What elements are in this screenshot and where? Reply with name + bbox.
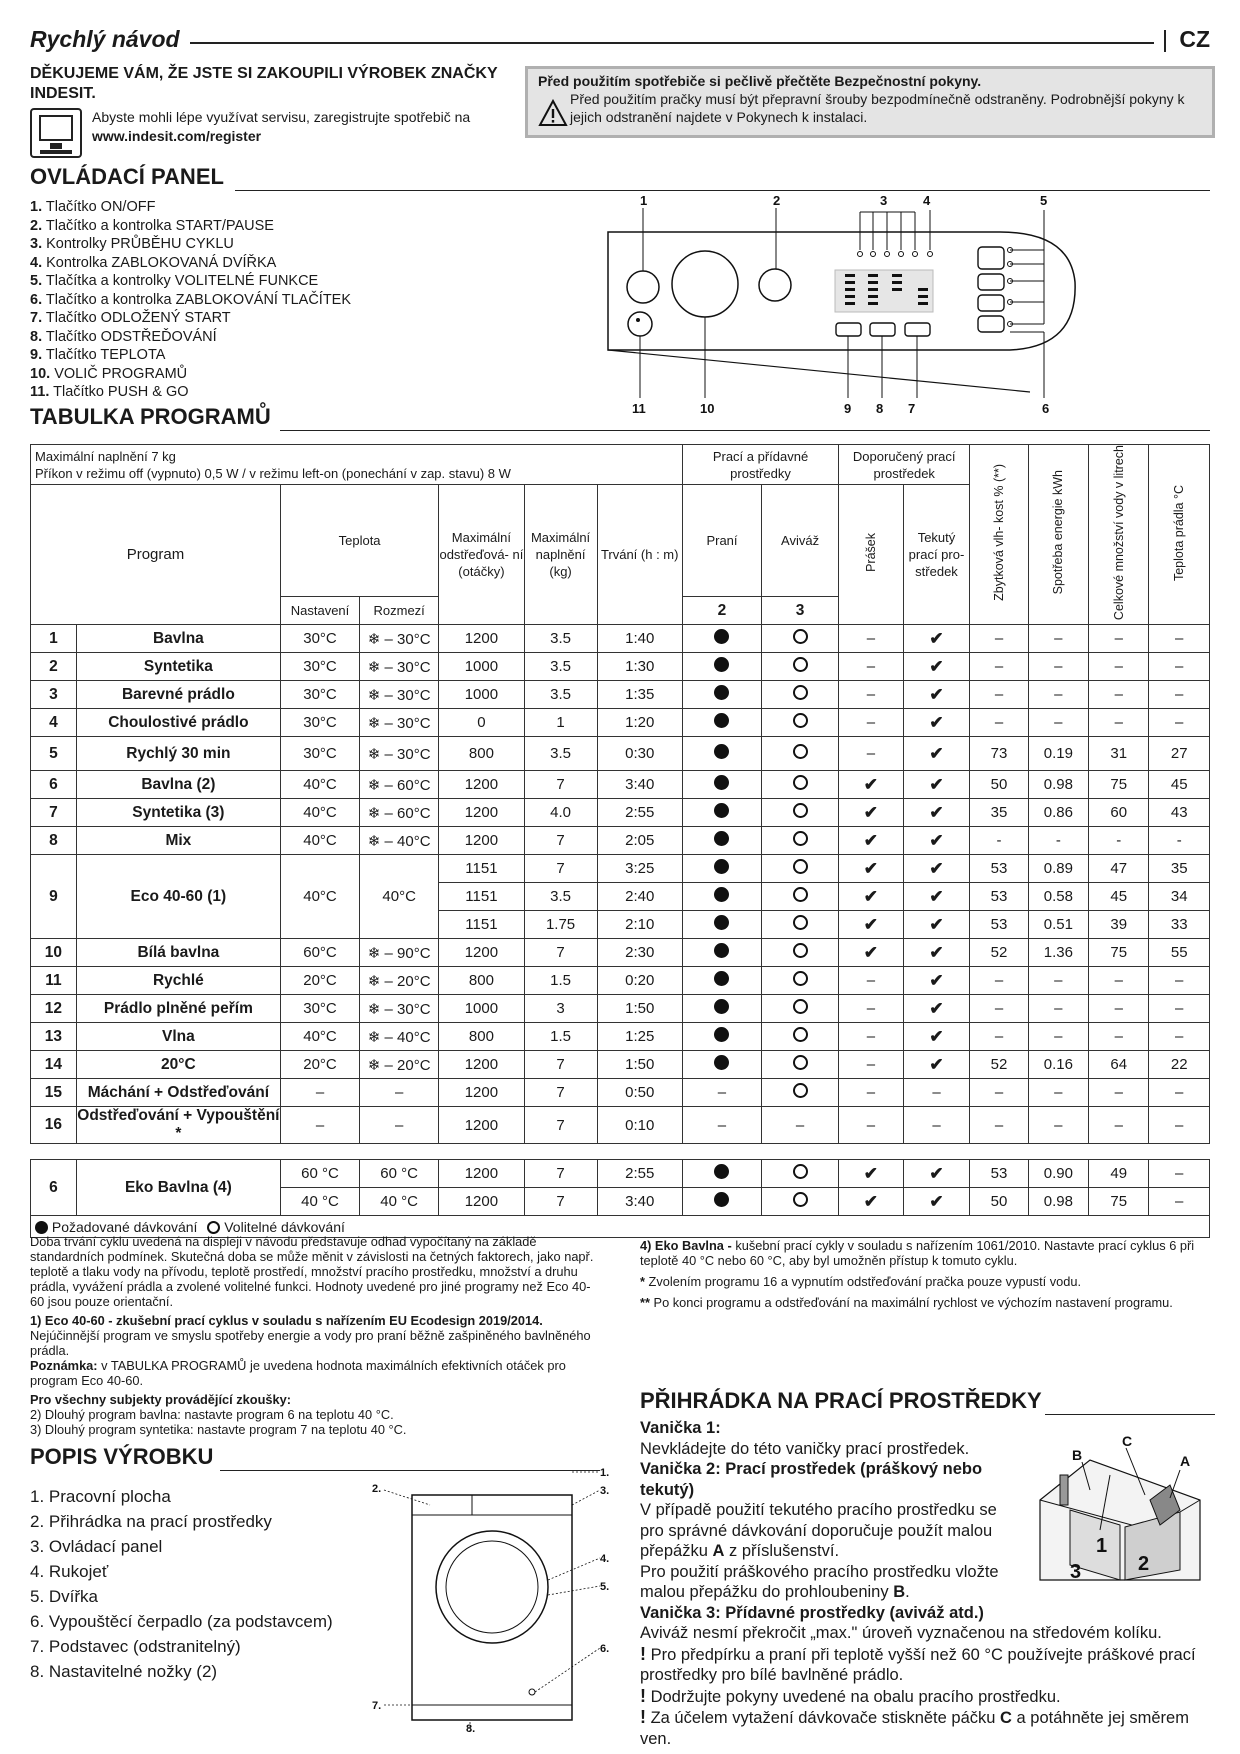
thanks-heading: DĚKUJEME VÁM, ŽE JSTE SI ZAKOUPILI VÝROBEK ZNAČKY INDESIT. xyxy=(30,65,498,102)
check-icon: ✔ xyxy=(929,774,944,794)
optional-dose-icon xyxy=(793,971,808,986)
control-panel-item: 4. Kontrolka ZABLOKOVANÁ DVÍŘKA xyxy=(30,254,277,271)
drawer-label-1: 1 xyxy=(1096,1535,1108,1557)
col-detergents: Prací a přídavné prostředky xyxy=(682,445,838,485)
description-item: 8. Nastavitelné nožky (2) xyxy=(30,1662,218,1681)
check-icon: ✔ xyxy=(929,684,944,704)
program-row: 1151 1.75 2:10 ✔ ✔ 53 0.51 39 33 xyxy=(31,911,1210,939)
tray-1-title: Vanička 1: xyxy=(640,1419,721,1437)
optional-dose-icon xyxy=(793,803,808,818)
program-row: 6 Bavlna (2) 40°C ❄ – 60°C 1200 7 3:40 ✔ ✔ 50 0.98 75 45 xyxy=(31,771,1210,799)
diagram-label-7: 7 xyxy=(908,401,916,416)
required-dose-icon xyxy=(714,1192,729,1207)
col-recommended: Doporučený prací prostředek xyxy=(839,445,970,485)
diagram-label-11: 11 xyxy=(632,401,646,416)
col-wash: Praní xyxy=(682,485,761,597)
program-row: 16 Odstřeďování + Vypouštění * – – 1200 7 0:10 – – – – – – – – xyxy=(31,1107,1210,1144)
required-dose-icon xyxy=(714,859,729,874)
optional-dose-icon xyxy=(207,1221,220,1234)
description-item: 1. Pracovní plocha xyxy=(30,1487,171,1506)
col-max-spin: Maximální odstřeďová- ní (otáčky) xyxy=(439,485,524,625)
check-icon: ✔ xyxy=(929,830,944,850)
diagram-label-1: 1 xyxy=(640,193,648,208)
program-row: 11 Rychlé 20°C ❄ – 20°C 800 1.5 0:20 – ✔ – – – – xyxy=(31,967,1210,995)
program-row: 12 Prádlo plněné peřím 30°C ❄ – 30°C 1000 3 1:50 – ✔ – – – – xyxy=(31,995,1210,1023)
diagram-label-5: 5 xyxy=(1040,193,1048,208)
description-item: 4. Rukojeť xyxy=(30,1562,109,1581)
drawing-label-4: 4. xyxy=(600,1553,610,1565)
register-block xyxy=(30,108,520,156)
safety-heading: Před použitím spotřebiče si pečlivě přečtěte Bezpečnostní pokyny. xyxy=(538,73,982,89)
col-program: Program xyxy=(31,485,281,625)
optional-dose-icon xyxy=(793,657,808,672)
check-icon: ✔ xyxy=(929,712,944,732)
program-row: 40 °C 40 °C 1200 7 3:40 ✔ ✔ 50 0.98 75 – xyxy=(31,1188,1210,1216)
dispenser-drawing xyxy=(1030,1430,1210,1600)
tray-2-powder: Pro použití práškového pracího prostředku vložte malou přepážku do prohloubeniny B. xyxy=(640,1562,999,1601)
check-icon: ✔ xyxy=(929,1163,944,1183)
optional-dose-icon xyxy=(793,713,808,728)
optional-dose-icon xyxy=(793,685,808,700)
drawer-label-b: B xyxy=(1072,1447,1083,1463)
description-item: 5. Dvířka xyxy=(30,1587,99,1606)
check-icon: ✔ xyxy=(929,656,944,676)
col-range: Rozmezí xyxy=(360,597,439,625)
check-icon: ✔ xyxy=(929,1191,944,1211)
diagram-label-10: 10 xyxy=(700,401,715,416)
tray-2-title: Vanička 2: Prací prostředek (práškový nebo tekutý) xyxy=(640,1460,983,1499)
optional-dose-icon xyxy=(793,887,808,902)
tray-3-title: Vanička 3: Přídavné prostředky (aviváž atd.) xyxy=(640,1603,984,1622)
program-row: 9 Eco 40-60 (1) 40°C 40°C 1151 7 3:25 ✔ ✔ 53 0.89 47 35 xyxy=(31,855,1210,883)
optional-dose-icon xyxy=(793,999,808,1014)
optional-dose-icon xyxy=(793,629,808,644)
optional-dose-icon xyxy=(793,1192,808,1207)
control-panel-item: 6. Tlačítko a kontrolka ZABLOKOVÁNÍ TLAČÍTEK xyxy=(30,291,352,308)
diagram-label-8: 8 xyxy=(876,401,884,416)
check-icon: ✔ xyxy=(929,743,944,763)
col-softener-number: 3 xyxy=(762,597,839,625)
description-item: 3. Ovládací panel xyxy=(30,1537,163,1556)
col-max-load: Maximální naplnění (kg) xyxy=(524,485,597,625)
col-temperature: Teplota xyxy=(280,485,438,597)
control-panel-item: 8. Tlačítko ODSTŘEĎOVÁNÍ xyxy=(30,328,217,345)
check-icon: ✔ xyxy=(863,914,879,934)
register-text: Abyste mohli lépe využívat servisu, zaregistrujte spotřebič na xyxy=(92,109,471,125)
required-dose-icon xyxy=(35,1221,48,1234)
header xyxy=(30,22,1210,56)
safety-text: Před použitím pračky musí být přepravní šrouby bezpodmínečně odstraněny. Podrobnější pokyny k jejich odstranění najdete v Pokynech k instalaci. xyxy=(570,91,1185,125)
header-divider xyxy=(1164,30,1166,52)
check-icon: ✔ xyxy=(863,942,879,962)
description-item: 2. Přihrádka na prací prostředky xyxy=(30,1512,272,1531)
note-eko-bavlna: 4) Eko Bavlna - kušební prací cykly v souladu s nařízením 1061/2010. Nastavte prací cyklus 6 při teplotě 40 °C nebo 60 °C, aby byl umožněn přístup k tomuto cyklu. xyxy=(640,1238,1195,1268)
check-icon: ✔ xyxy=(929,942,944,962)
safety-notice xyxy=(525,66,1215,138)
required-dose-icon xyxy=(714,1164,729,1179)
check-icon: ✔ xyxy=(863,858,879,878)
description-item: 7. Podstavec (odstranitelný) xyxy=(30,1637,241,1656)
warning-instructions: ! Dodržujte pokyny uvedené na obalu pracího prostředku. xyxy=(640,1685,1061,1706)
note-duration: Doba trvání cyklu uvedená na displeji v návodu představuje odhad vypočítaný na základě standardních podmínek. Skutečná doba se může měnit v závislosti na četných faktorech, jako např. teplotě a tlaku vody na přívodu, teplotě prostředí, množství pracího prostředku, množství a druhu prádla, vyvážení prádla a zvolené volitelné funkci. Hodnoty uvedené pro jiné programy než Eco 40-60 jsou pouze orientační. xyxy=(30,1234,594,1309)
warning-icon xyxy=(538,99,568,127)
col-temp-laundry: Teplota prádla °C xyxy=(1172,484,1187,581)
check-icon: ✔ xyxy=(863,1191,879,1211)
programs-table xyxy=(30,444,1210,1238)
control-panel-item: 7. Tlačítko ODLOŽENÝ START xyxy=(30,310,231,326)
drawing-label-7: 7. xyxy=(372,1700,382,1712)
language-code: CZ xyxy=(1179,26,1210,52)
required-dose-icon xyxy=(714,803,729,818)
drawing-label-8: 8. xyxy=(466,1723,476,1735)
drawing-label-5: 5. xyxy=(600,1581,610,1593)
optional-dose-icon xyxy=(793,915,808,930)
control-panel-item: 11. Tlačítko PUSH & GO xyxy=(30,384,189,400)
programs-heading: TABULKA PROGRAMŮ xyxy=(30,404,1210,430)
control-panel-item: 2. Tlačítko a kontrolka START/PAUSE xyxy=(30,217,274,234)
required-dose-icon xyxy=(714,915,729,930)
thanks-block xyxy=(30,64,520,156)
col-liquid: Tekutý prací pro- středek xyxy=(903,485,970,625)
control-panel-item: 5. Tlačítka a kontrolky VOLITELNÉ FUNKCE xyxy=(30,273,319,289)
drawer-label-a: A xyxy=(1180,1453,1191,1469)
optional-dose-icon xyxy=(793,1055,808,1070)
check-icon: ✔ xyxy=(863,830,879,850)
control-panel-item: 1. Tlačítko ON/OFF xyxy=(30,199,156,215)
diagram-label-4: 4 xyxy=(923,193,931,208)
notes-left xyxy=(30,1234,600,1441)
description-list xyxy=(30,1484,333,1684)
check-icon: ✔ xyxy=(929,1026,944,1046)
optional-dose-icon xyxy=(793,859,808,874)
diagram-label-9: 9 xyxy=(844,401,852,416)
col-wash-number: 2 xyxy=(682,597,761,625)
col-energy: Spotřeba energie kWh xyxy=(1051,470,1066,595)
check-icon: ✔ xyxy=(929,998,944,1018)
drawer-label-c: C xyxy=(1122,1433,1133,1449)
required-dose-icon xyxy=(714,999,729,1014)
program-row: 10 Bílá bavlna 60°C ❄ – 90°C 1200 7 2:30 ✔ ✔ 52 1.36 75 55 xyxy=(31,939,1210,967)
drawing-label-6: 6. xyxy=(600,1643,610,1655)
warning-prewash: ! Pro předpírku a praní při teplotě vyšší než 60 °C používejte práškové prací prostředky pro bílé bavlněné prádlo. xyxy=(640,1643,1196,1684)
program-row: 7 Syntetika (3) 40°C ❄ – 60°C 1200 4.0 2:55 ✔ ✔ 35 0.86 60 43 xyxy=(31,799,1210,827)
control-panel-list xyxy=(30,198,351,402)
drawing-label-2: 2. xyxy=(372,1483,382,1495)
description-heading: POPIS VÝROBKU xyxy=(30,1444,600,1470)
table-legend: Požadované dávkování Volitelné dávkování xyxy=(31,1216,1210,1238)
register-link[interactable]: www.indesit.com/register xyxy=(92,128,262,144)
table-info: Maximální naplnění 7 kg Příkon v režimu off (vypnuto) 0,5 W / v režimu left-on (ponechání v zap. stavu) 8 W xyxy=(31,445,683,485)
program-row: 3 Barevné prádlo 30°C ❄ – 30°C 1000 3.5 1:35 – ✔ – – – – xyxy=(31,681,1210,709)
required-dose-icon xyxy=(714,629,729,644)
diagram-label-2: 2 xyxy=(773,193,781,208)
col-powder: Prášek xyxy=(863,533,878,572)
check-icon: ✔ xyxy=(863,802,879,822)
required-dose-icon xyxy=(714,943,729,958)
col-softener: Aviváž xyxy=(762,485,839,597)
program-row: 13 Vlna 40°C ❄ – 40°C 800 1.5 1:25 – ✔ – – – – xyxy=(31,1023,1210,1051)
check-icon: ✔ xyxy=(863,774,879,794)
notes-right xyxy=(640,1238,1215,1316)
note-testers: Pro všechny subjekty provádějící zkoušky: 2) Dlouhý program bavlna: nastavte program 6 na teplotu 40 °C. 3) Dlouhý program syntetika: nastavte program 7 na teplotu 40 °C. xyxy=(30,1392,407,1437)
drawer-label-3: 3 xyxy=(1070,1561,1082,1583)
optional-dose-icon xyxy=(793,775,808,790)
optional-dose-icon xyxy=(793,1164,808,1179)
required-dose-icon xyxy=(714,887,729,902)
optional-dose-icon xyxy=(793,744,808,759)
tray-2-liquid: V případě použití tekutého pracího prostředku se pro správné dávkování doporučuje použít malou přepážku A z příslušenství. xyxy=(640,1501,997,1560)
description-item: 6. Vypouštěcí čerpadlo (za podstavcem) xyxy=(30,1612,333,1631)
note-eco: 1) Eco 40-60 - zkušební prací cyklus v souladu s nařízením EU Ecodesign 2019/2014. Nejúčinnější program ve smyslu spotřeby energie a vody pro praní běžně zašpiněného bavlněného prádla. Poznámka: v TABULKA PROGRAMŮ je uvedena hodnota maximálních efektivních otáček pro program Eco 40-60. xyxy=(30,1313,591,1388)
check-icon: ✔ xyxy=(863,1163,879,1183)
col-moisture: Zbytková vlh- kost % (**) xyxy=(991,464,1006,601)
program-row: 2 Syntetika 30°C ❄ – 30°C 1000 3.5 1:30 – ✔ – – – – xyxy=(31,653,1210,681)
optional-dose-icon xyxy=(793,831,808,846)
required-dose-icon xyxy=(714,657,729,672)
required-dose-icon xyxy=(714,1027,729,1042)
drawing-label-3: 3. xyxy=(600,1485,610,1497)
program-row: 15 Máchání + Odstřeďování – – 1200 7 0:50 – – – – – – – xyxy=(31,1079,1210,1107)
col-water: Celkové množství vody v litrech xyxy=(1111,445,1126,621)
tray-1-text: Nevkládejte do této vaničky prací prostředek. xyxy=(640,1439,970,1458)
required-dose-icon xyxy=(714,831,729,846)
check-icon: ✔ xyxy=(929,1054,944,1074)
check-icon: ✔ xyxy=(929,628,944,648)
required-dose-icon xyxy=(714,744,729,759)
program-row: 6 Eko Bavlna (4) 60 °C 60 °C 1200 7 2:55 ✔ ✔ 53 0.90 49 – xyxy=(31,1160,1210,1188)
program-row: 1151 3.5 2:40 ✔ ✔ 53 0.58 45 34 xyxy=(31,883,1210,911)
required-dose-icon xyxy=(714,1055,729,1070)
drawer-label-2: 2 xyxy=(1138,1553,1150,1575)
washer-drawing xyxy=(360,1460,620,1735)
tray-3-text: Aviváž nesmí překročit „max." úroveň vyznačenou na středovém kolíku. xyxy=(640,1624,1162,1642)
dispenser-heading: PŘIHRÁDKA NA PRACÍ PROSTŘEDKY xyxy=(640,1388,1215,1414)
required-dose-icon xyxy=(714,775,729,790)
warning-remove: ! Za účelem vytažení dávkovače stiskněte páčku C a potáhněte jej směrem ven. xyxy=(640,1707,1189,1748)
control-panel-item: 3. Kontrolky PRŮBĚHU CYKLU xyxy=(30,236,234,252)
check-icon: ✔ xyxy=(929,802,944,822)
col-setting: Nastavení xyxy=(280,597,359,625)
computer-icon xyxy=(30,108,82,158)
note-double-star: ** Po konci programu a odstřeďování na maximální rychlost ve výchozím nastavení programu. xyxy=(640,1295,1173,1310)
program-row: 5 Rychlý 30 min 30°C ❄ – 30°C 800 3.5 0:30 – ✔ 73 0.19 31 27 xyxy=(31,737,1210,771)
diagram-label-3: 3 xyxy=(880,193,888,208)
header-rule xyxy=(190,42,1154,44)
page-title: Rychlý návod xyxy=(30,26,180,52)
note-star: * Zvolením programu 16 a vypnutím odstřeďování pračka pouze vypustí vodu. xyxy=(640,1274,1082,1289)
required-dose-icon xyxy=(714,713,729,728)
diagram-label-6: 6 xyxy=(1042,401,1050,416)
control-panel-item: 9. Tlačítko TEPLOTA xyxy=(30,347,166,363)
control-panel-diagram xyxy=(600,192,1080,416)
check-icon: ✔ xyxy=(929,886,944,906)
check-icon: ✔ xyxy=(863,886,879,906)
optional-dose-icon xyxy=(793,1083,808,1098)
control-panel-heading: OVLÁDACÍ PANEL xyxy=(30,164,1210,190)
optional-dose-icon xyxy=(793,943,808,958)
control-panel-item: 10. VOLIČ PROGRAMŮ xyxy=(30,365,188,382)
program-row: 4 Choulostivé prádlo 30°C ❄ – 30°C 0 1 1:20 – ✔ – – – – xyxy=(31,709,1210,737)
program-row: 1 Bavlna 30°C ❄ – 30°C 1200 3.5 1:40 – ✔ – – – – xyxy=(31,625,1210,653)
program-row: 8 Mix 40°C ❄ – 40°C 1200 7 2:05 ✔ ✔ - - - - xyxy=(31,827,1210,855)
col-duration: Trvání (h : m) xyxy=(597,485,682,625)
required-dose-icon xyxy=(714,971,729,986)
check-icon: ✔ xyxy=(929,858,944,878)
check-icon: ✔ xyxy=(929,970,944,990)
drawing-label-1: 1. xyxy=(600,1467,610,1479)
check-icon: ✔ xyxy=(929,914,944,934)
optional-dose-icon xyxy=(793,1027,808,1042)
required-dose-icon xyxy=(714,685,729,700)
program-row: 14 20°C 20°C ❄ – 20°C 1200 7 1:50 – ✔ 52 0.16 64 22 xyxy=(31,1051,1210,1079)
